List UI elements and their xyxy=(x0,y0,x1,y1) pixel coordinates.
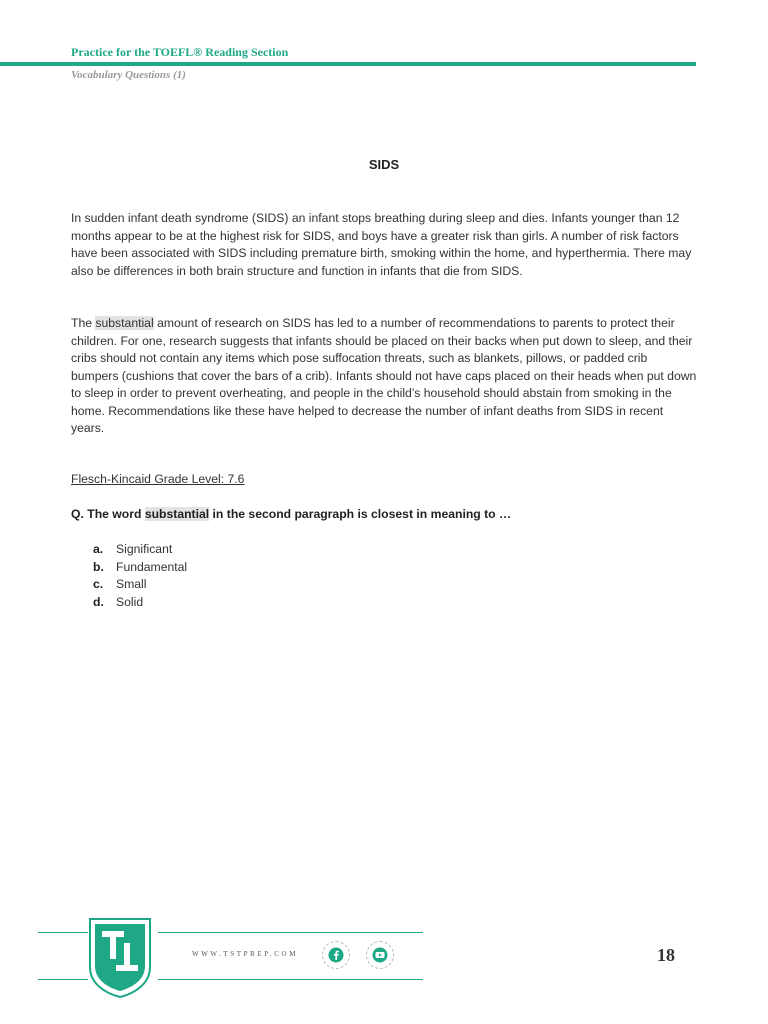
facebook-button[interactable] xyxy=(322,941,350,969)
footer xyxy=(0,915,768,1015)
header-subtitle: Vocabulary Questions (1) xyxy=(71,69,186,81)
highlighted-word: substantial xyxy=(95,316,154,330)
option-text: Fundamental xyxy=(116,559,188,574)
passage-title: SIDS xyxy=(368,157,400,172)
question-highlighted-word: substantial xyxy=(144,507,210,521)
footer-line xyxy=(38,979,88,980)
logo-text: TT xyxy=(116,980,124,986)
option-letter: b. xyxy=(93,559,104,574)
footer-line xyxy=(38,932,88,933)
youtube-icon xyxy=(372,947,388,963)
tstprep-logo xyxy=(86,917,154,999)
paragraph-2-rest: amount of research on SIDS has led to a number of recommendations to parents to protect their children. For one, research suggests that infants should be placed on their backs when put down to sleep, and their cribs should not contain any items which pose suffocation threats, such as blankets, pillows, or padded crib bumpers (cushions that cover the bars of a crib). Infants should not have caps placed on their heads when put down to sleep in order to prevent overheating, and people in the child’s household should abstain from smoking in the home. Recommendations like these have helped to decrease the number of infant deaths from SIDS in recent years. xyxy=(71,316,697,435)
answer-option-c[interactable] xyxy=(93,576,187,594)
answer-option-a[interactable] xyxy=(93,541,187,559)
answer-option-d[interactable] xyxy=(93,594,187,612)
header-title: Practice for the TOEFL® Reading Section xyxy=(71,45,289,59)
footer-line xyxy=(158,932,423,933)
option-text: Solid xyxy=(116,594,144,609)
passage-paragraph-2 xyxy=(71,315,697,438)
option-text: Significant xyxy=(116,542,173,556)
passage-paragraph-1: In sudden infant death syndrome (SIDS) an infant stops breathing during sleep and dies. Infants younger than 12 months appear to be at the highest risk for SIDS, and boys have a greater risk than girls. A number of risk factors have been associated with SIDS including premature birth, smoking within the home, and hyperthermia. There may also be differences in both brain structure and function in infants that die from SIDS. xyxy=(71,211,692,278)
paragraph-2-start: The xyxy=(71,316,93,330)
facebook-icon xyxy=(328,947,344,963)
question-text xyxy=(71,507,511,521)
website-url[interactable]: WWW.TSTPREP.COM xyxy=(192,950,299,958)
option-text: Small xyxy=(116,577,147,591)
option-letter: a. xyxy=(93,542,104,556)
grade-level: Flesch-Kincaid Grade Level: 7.6 xyxy=(71,472,245,486)
answer-options xyxy=(93,541,187,611)
page-number: 18 xyxy=(657,945,675,965)
youtube-button[interactable] xyxy=(366,941,394,969)
header-divider xyxy=(0,62,696,66)
answer-option-b[interactable] xyxy=(93,559,187,577)
question-suffix: in the second paragraph is closest in meaning to … xyxy=(212,507,512,521)
footer-line xyxy=(158,979,423,980)
question-prefix: Q. The word xyxy=(71,507,142,521)
option-letter: d. xyxy=(93,594,104,609)
option-letter: c. xyxy=(93,577,104,591)
